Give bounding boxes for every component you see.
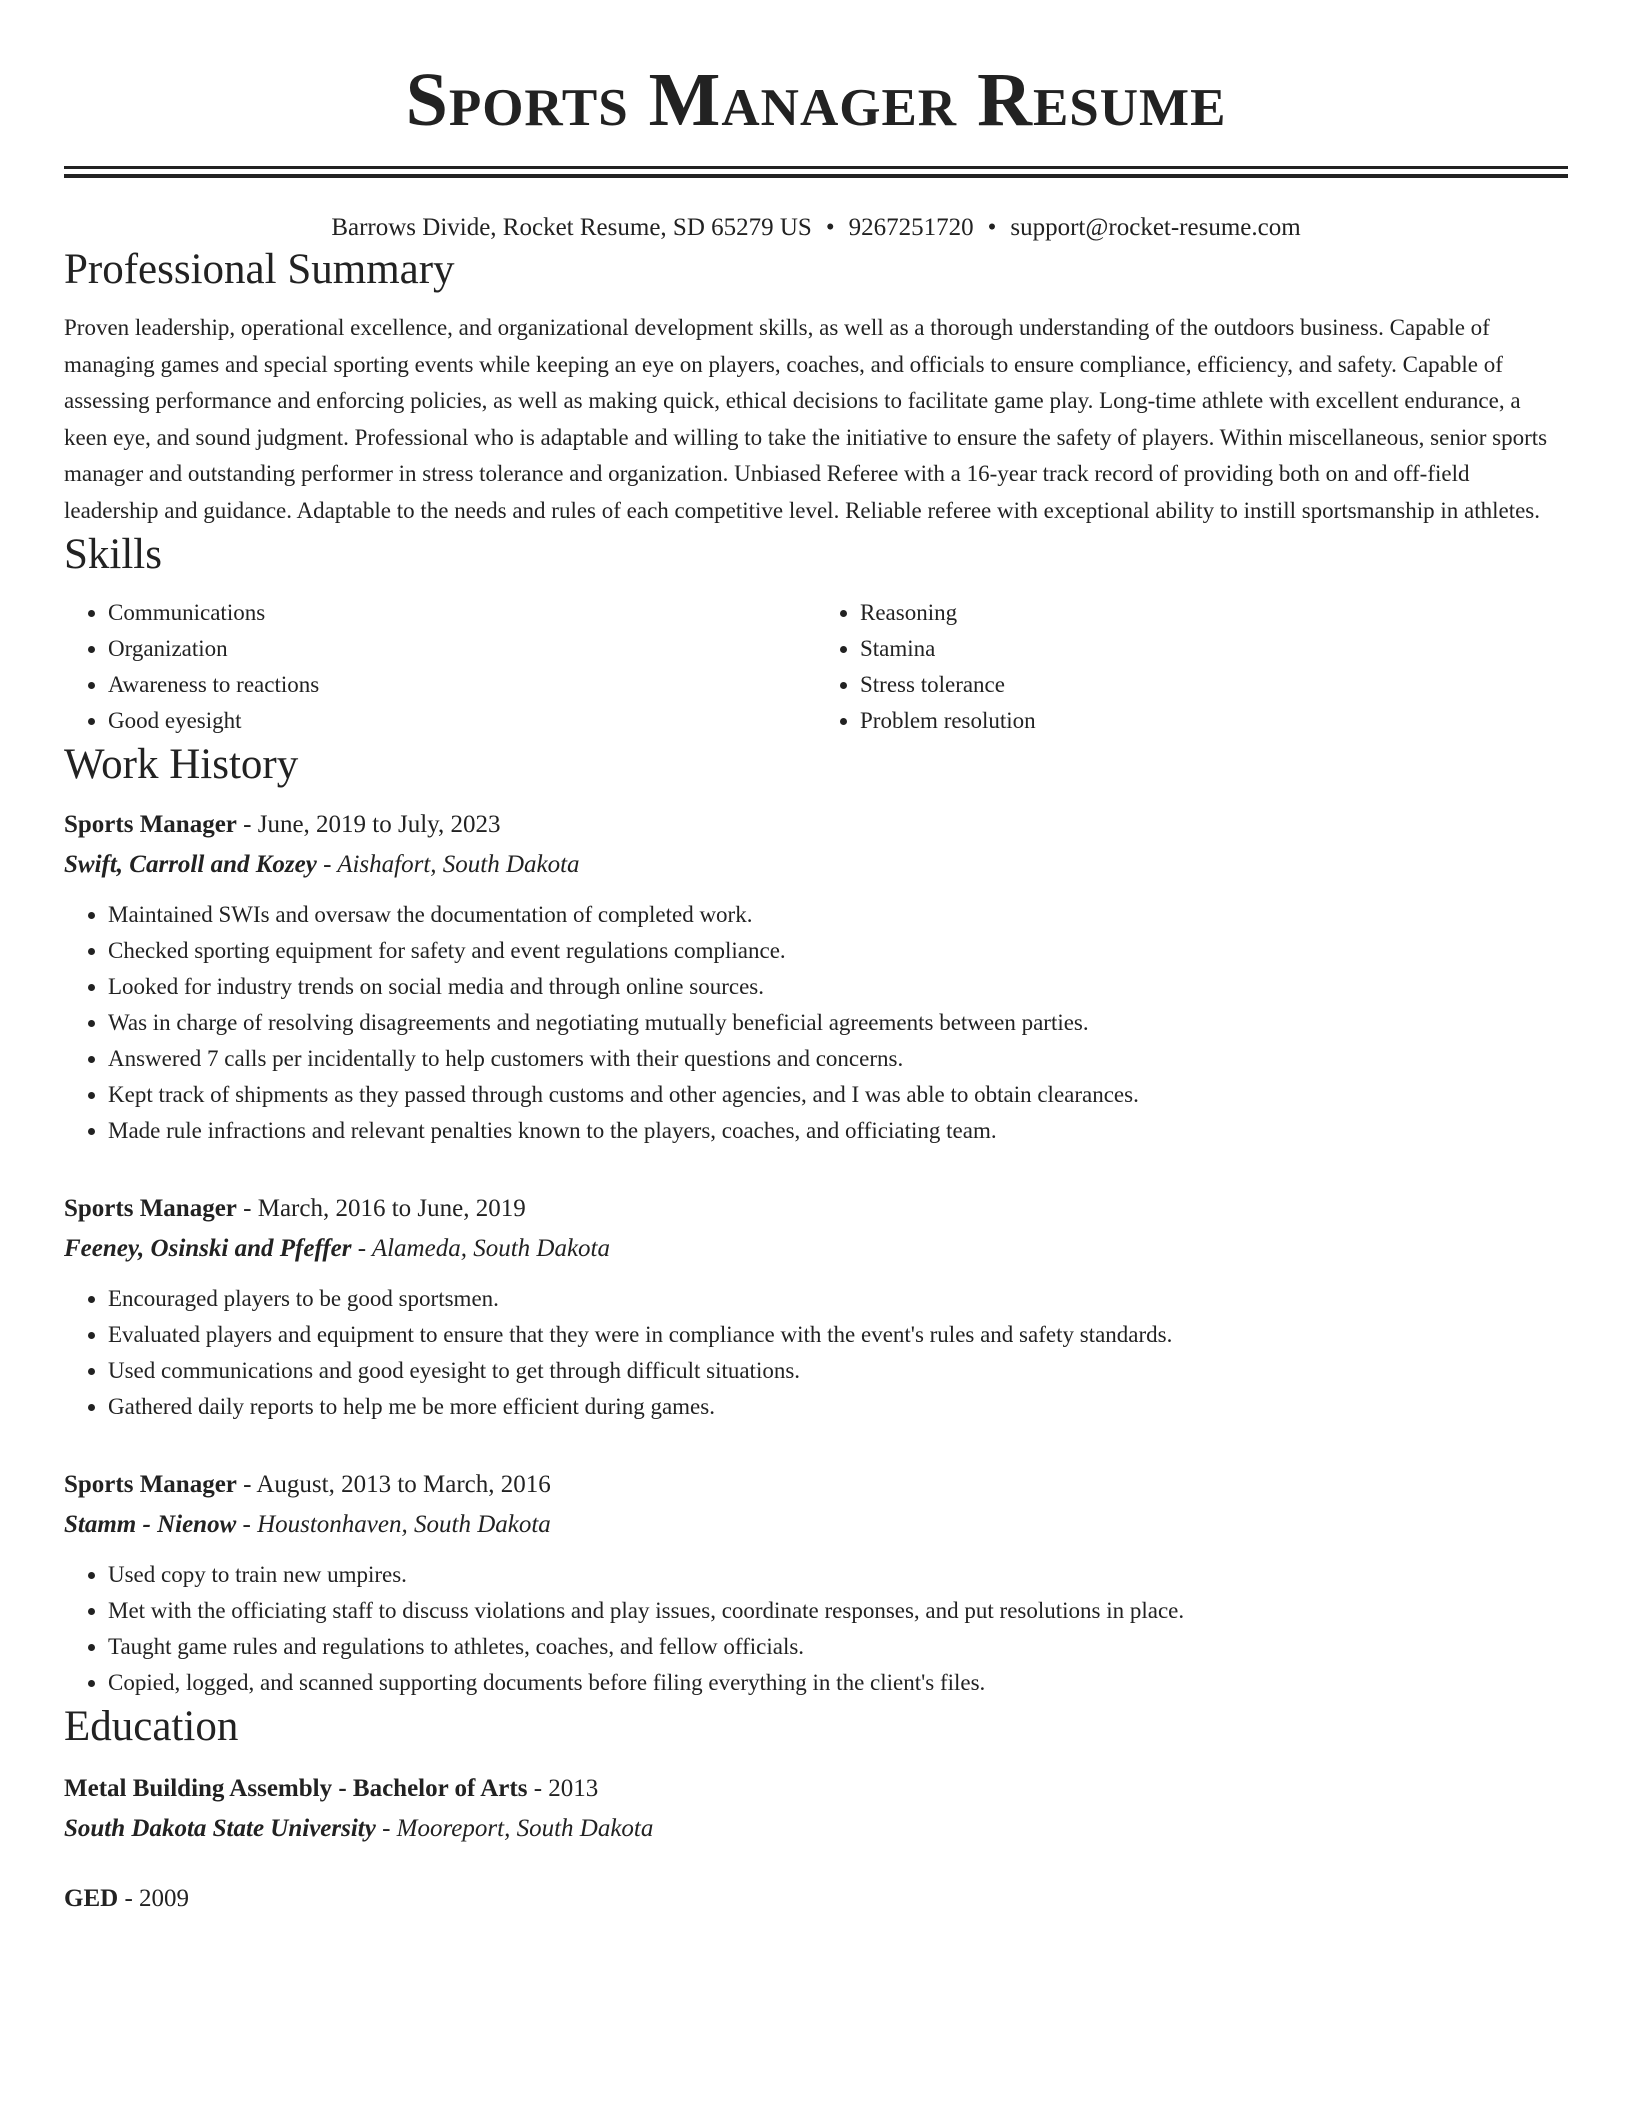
job-bullet: • Made rule infractions and relevant penalties known to the players, coaches, and officiating team. bbox=[108, 1113, 1568, 1149]
job-title: Sports Manager bbox=[64, 1195, 237, 1222]
education-entry bbox=[64, 1769, 1568, 1849]
skill-item: • Awareness to reactions bbox=[108, 667, 816, 703]
job-bullet: • Looked for industry trends on social media and through online sources. bbox=[108, 969, 1568, 1005]
education-entry bbox=[64, 1879, 1568, 1919]
education-degree: Metal Building Assembly - Bachelor of Arts bbox=[64, 1775, 528, 1802]
summary-heading: Professional Summary bbox=[64, 246, 455, 293]
job-bullets bbox=[64, 1557, 1568, 1701]
job-location: - Aishafort, South Dakota bbox=[316, 851, 580, 878]
education-degree: GED bbox=[64, 1885, 119, 1912]
job-bullet: • Taught game rules and regulations to athletes, coaches, and fellow officials. bbox=[108, 1629, 1568, 1665]
job-bullet: • Encouraged players to be good sportsmen. bbox=[108, 1281, 1568, 1317]
contact-line bbox=[64, 212, 1568, 244]
skills-heading: Skills bbox=[64, 531, 162, 578]
skill-item: • Organization bbox=[108, 631, 816, 667]
education-heading: Education bbox=[64, 1703, 239, 1750]
job-bullets bbox=[64, 1281, 1568, 1425]
contact-separator: • bbox=[825, 214, 835, 241]
job-bullets bbox=[64, 897, 1568, 1149]
job-title: Sports Manager bbox=[64, 811, 237, 838]
education-header bbox=[64, 1879, 1568, 1919]
job-bullet: • Maintained SWIs and oversaw the documentation of completed work. bbox=[108, 897, 1568, 933]
resume-title: Sports Manager Resume bbox=[405, 58, 1227, 142]
summary-text: Proven leadership, operational excellence, and organizational development skills, as well as a thorough understanding of the outdoors business. Capable of managing games and special sporting events while keeping an eye on players, coaches, and officials to ensure compliance, efficiency, and safety. Capable of assessing performance and enforcing policies, as well as making quick, ethical decisions to facilitate game play. Long-time athlete with excellent endurance, a keen eye, and sound judgment. Professional who is adaptable and willing to take the initiative to ensure the safety of players. Within miscellaneous, senior sports manager and outstanding performer in stress tolerance and organization. Unbiased Referee with a 16-year track record of providing both on and off-field leadership and guidance. Adaptable to the needs and rules of each competitive level. Reliable referee with exceptional ability to instill sportsmanship in athletes. bbox=[64, 315, 1548, 523]
job-bullet: • Answered 7 calls per incidentally to help customers with their questions and concerns. bbox=[108, 1041, 1568, 1077]
contact-email: support@rocket-resume.com bbox=[1010, 214, 1301, 241]
job-entry bbox=[64, 805, 1568, 1149]
job-title: Sports Manager bbox=[64, 1471, 237, 1498]
education-location: - Mooreport, South Dakota bbox=[375, 1815, 654, 1842]
job-bullet: • Checked sporting equipment for safety and event regulations compliance. bbox=[108, 933, 1568, 969]
job-bullet: • Copied, logged, and scanned supporting documents before filing everything in the client's files. bbox=[108, 1665, 1568, 1701]
job-dates: - August, 2013 to March, 2016 bbox=[236, 1471, 551, 1498]
job-bullet: • Met with the officiating staff to discuss violations and play issues, coordinate responses, and put resolutions in place. bbox=[108, 1593, 1568, 1629]
job-location: - Houstonhaven, South Dakota bbox=[236, 1511, 551, 1538]
job-dates: - March, 2016 to June, 2019 bbox=[236, 1195, 526, 1222]
education-school: South Dakota State University bbox=[64, 1815, 376, 1842]
skill-item: • Problem resolution bbox=[860, 703, 1568, 739]
job-company: Swift, Carroll and Kozey bbox=[64, 851, 317, 878]
education-header bbox=[64, 1769, 1568, 1809]
skill-item: • Communications bbox=[108, 595, 816, 631]
contact-phone: 9267251720 bbox=[848, 214, 974, 241]
skills-list-left bbox=[64, 595, 816, 739]
education-school-line bbox=[64, 1809, 1568, 1849]
work-history-heading: Work History bbox=[64, 741, 299, 788]
job-header bbox=[64, 1189, 1568, 1229]
job-company: Stamm - Nienow bbox=[64, 1511, 237, 1538]
job-location: - Alameda, South Dakota bbox=[351, 1235, 611, 1262]
job-bullet: • Used communications and good eyesight to get through difficult situations. bbox=[108, 1353, 1568, 1389]
skill-item: • Reasoning bbox=[860, 595, 1568, 631]
job-bullet: • Evaluated players and equipment to ensure that they were in compliance with the event's rules and safety standards. bbox=[108, 1317, 1568, 1353]
job-company-line bbox=[64, 1229, 1568, 1269]
job-header bbox=[64, 1465, 1568, 1505]
skill-item: • Stamina bbox=[860, 631, 1568, 667]
skills-list-right bbox=[816, 595, 1568, 739]
job-bullet: • Was in charge of resolving disagreements and negotiating mutually beneficial agreements between parties. bbox=[108, 1005, 1568, 1041]
skill-item: • Stress tolerance bbox=[860, 667, 1568, 703]
contact-address: Barrows Divide, Rocket Resume, SD 65279 US bbox=[331, 214, 812, 241]
job-header bbox=[64, 805, 1568, 845]
education-year: - 2009 bbox=[118, 1885, 190, 1912]
skills-columns bbox=[64, 595, 1568, 739]
contact-separator: • bbox=[987, 214, 997, 241]
job-entry bbox=[64, 1465, 1568, 1701]
job-bullet: • Used copy to train new umpires. bbox=[108, 1557, 1568, 1593]
job-bullet: • Gathered daily reports to help me be more efficient during games. bbox=[108, 1389, 1568, 1425]
job-company: Feeney, Osinski and Pfeffer bbox=[64, 1235, 352, 1262]
skill-item: • Good eyesight bbox=[108, 703, 816, 739]
education-year: - 2013 bbox=[527, 1775, 599, 1802]
job-bullet: • Kept track of shipments as they passed through customs and other agencies, and I was able to obtain clearances. bbox=[108, 1077, 1568, 1113]
job-company-line bbox=[64, 845, 1568, 885]
job-entry bbox=[64, 1189, 1568, 1425]
job-company-line bbox=[64, 1505, 1568, 1545]
job-dates: - June, 2019 to July, 2023 bbox=[236, 811, 501, 838]
title-divider bbox=[64, 166, 1568, 178]
